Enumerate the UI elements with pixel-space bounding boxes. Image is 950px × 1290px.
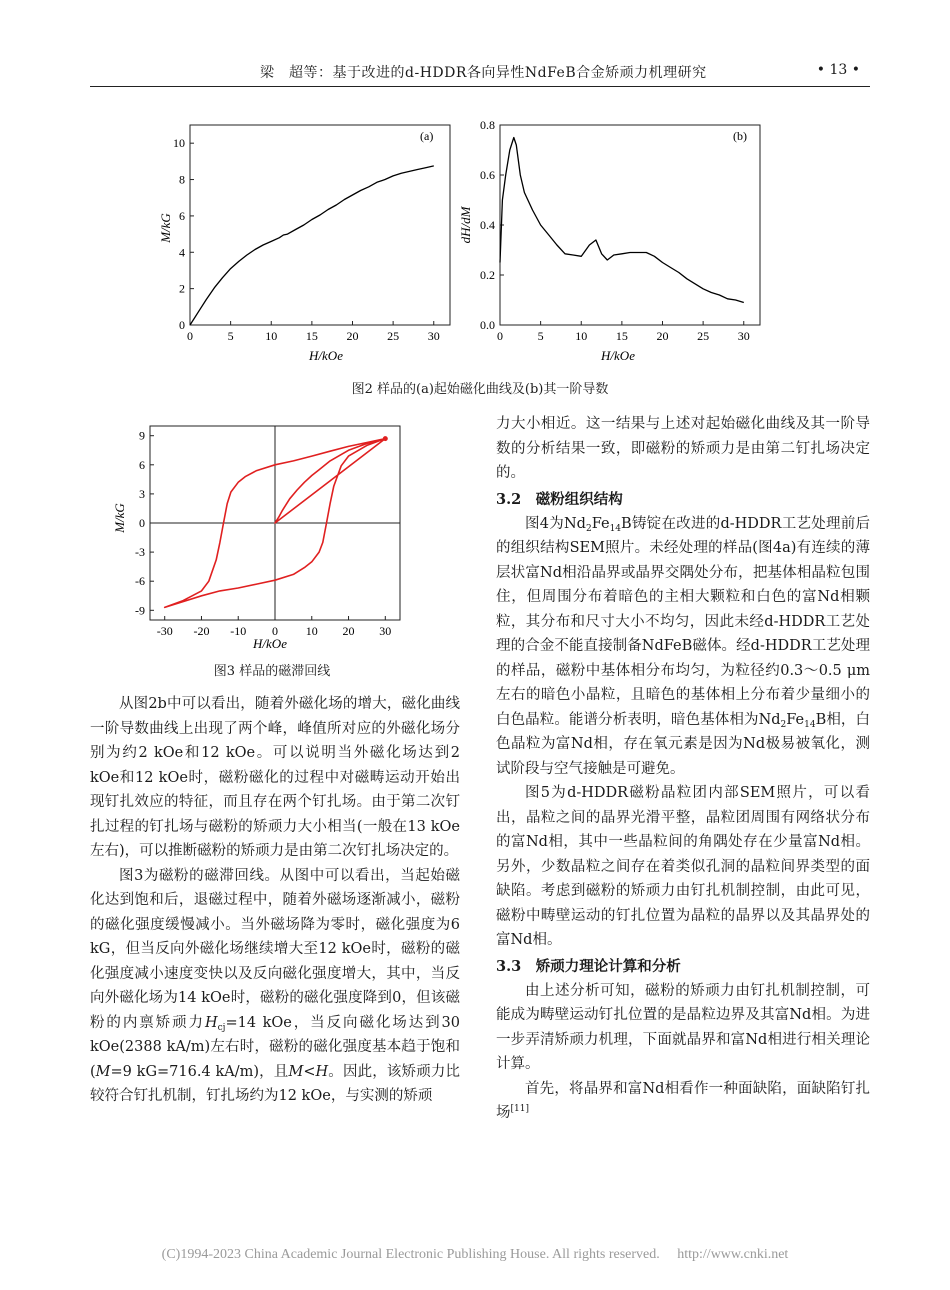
fig2b-y-tick-label: 0.4 <box>480 218 495 232</box>
paragraph-fig4: 图4为$Nd_2Fe_{14}B$铸锭在改进的d-HDDR工艺处理前后的组织结构SEM照片。未经处理的样品(图4a)有连续的薄层状富Nd相沿晶界或晶界交隅处分布，把基体相晶粒包围住，但周围分布着暗色的主相大颗粒和白色的富Nd相颗粒，其分布和尺寸大小不均匀，因此未经d-HDDR工艺处理的合金不能直接制备NdFeB磁体。经d-HDDR工艺处理的样品，磁粉中基体相分布均匀，为粒径约0.3～0.5 μm左右的暗色小晶粒，且暗色的基体相上分布着少量细小的白色晶粒。能谱分析表明，暗色基体相为$Nd_2Fe_{14}B$相，白色晶粒为富Nd相，存在氧元素是因为Nd极易被氧化，测试阶段与空气接触是可避免。 <box>496 515 871 777</box>
paragraph-fig5: 图5为d-HDDR磁粉晶粒团内部SEM照片，可以看出，晶粒之间的晶界光滑平整，晶粒团周围有网络状分布的富Nd相，其中一些晶粒间的角隅处存在少量富Nd相。另外，少数晶粒之间存在着类似孔洞的晶粒间界类型的面缺陷。考虑到磁粉的矫顽力由钉扎机制控制，由此可见，磁粉中畴壁运动的钉扎位置为晶粒的晶界以及其晶界处的富Nd相。 <box>496 785 870 948</box>
fig3-y-tick-label: 3 <box>139 486 145 501</box>
fig2b-series-line <box>500 138 744 303</box>
header-rule <box>90 86 870 87</box>
text-run: B铸锭在改进的d-HDDR工艺处理前后的组织结构SEM照片。未经处理的样品(图4a)有连续的薄层状富Nd相沿晶界或晶界交隅处分布，把基体相晶粒包围住，但周围分布着暗色的主相大颗粒和白色的富Nd相颗粒，其分布和尺寸大小不均匀，因此未经d-HDDR工艺处理的合金不能直接制备NdFeB磁体。经d-HDDR工艺处理的样品，磁粉中基体相分布均匀，为粒径约0.3～0.5 μm左右的暗色小晶粒，且暗色的基体相上分布着少量细小的白色晶粒。能谱分析表明，暗色基体相为Nd <box>496 515 870 728</box>
fig2b-y-tick-label: 0.8 <box>480 118 495 132</box>
fig3-x-tick-label: 0 <box>272 624 278 638</box>
fig2b-x-tick-label: 25 <box>697 329 710 343</box>
copyright-footer: (C)1994-2023 China Academic Journal Electronic Publishing House. All rights reserved. http://www.cnki.net <box>161 1247 789 1262</box>
figure-2a-ylabel: M/kG <box>158 213 173 243</box>
running-header <box>90 62 870 86</box>
fig3-y-tick-label: 9 <box>139 428 145 443</box>
text-run: =9 kG=716.4 kA/m)，且 <box>110 1063 289 1080</box>
fig2b-y-tick-label: 0.2 <box>480 268 495 282</box>
running-title: 梁 超等：基于改进的d-HDDR各向异性NdFeB合金矫顽力机理研究 <box>260 65 707 81</box>
figure-2b-ylabel: dH/dM <box>458 206 473 244</box>
fig3-series-marker <box>383 436 388 441</box>
fig3-y-tick-label: -3 <box>135 545 145 560</box>
text-run: =14 kOe，当反向磁化场达到30 kOe(2388 kA/m)左右时，磁粉的磁化强度基本趋于饱和( <box>90 1014 460 1080</box>
fig3-x-tick-label: -20 <box>193 624 210 638</box>
fig3-x-tick-label: 20 <box>342 624 355 638</box>
figure-2a-chart <box>140 110 460 370</box>
fig2b-x-tick-label: 0 <box>497 329 503 343</box>
fig2a-x-tick-label: 10 <box>265 329 278 343</box>
figure-2b-xlabel: H/kOe <box>601 348 635 363</box>
figure-2a-plot-area <box>173 125 450 343</box>
figure-2a-xlabel: H/kOe <box>309 348 343 363</box>
fig2a-y-tick-label: 10 <box>173 136 185 151</box>
fig2a-x-tick-label: 30 <box>427 329 440 343</box>
paragraph-fig2b-analysis: 从图2b中可以看出，随着外磁化场的增大，磁化曲线一阶导数曲线上出现了两个峰，峰值所对应的外磁化场分别为约2 kOe和12 kOe。可以说明当外磁化场达到2 kOe和12 kOe时，磁粉磁化的过程中对磁畴运动开始出现钉扎效应的特征，而且存在两个钉扎场。由于第二次钉扎过程的钉扎场与磁粉的矫顽力大小相当(一般在13 kOe左右)，可以推断磁粉的矫顽力是由第二次钉扎场决定的。 <box>90 696 460 859</box>
fig2b-y-tick-label: 0.6 <box>480 168 495 182</box>
figure-3-ylabel: M/kG <box>112 503 127 533</box>
right-column <box>496 412 870 1126</box>
fig2b-x-tick-label: 15 <box>615 329 628 343</box>
fig2a-frame <box>190 125 450 325</box>
figure-3-caption: 图3 样品的磁滞回线 <box>213 664 331 679</box>
fig3-y-tick-label: 0 <box>139 516 145 530</box>
fig2a-y-tick-label: 2 <box>179 281 185 296</box>
left-column <box>90 692 460 1109</box>
fig2a-x-tick-label: 25 <box>387 329 400 343</box>
text-run: B相，白色晶粒为富Nd相，存在氧元素是因为Nd极易被氧化，测试阶段与空气接触是可避免。 <box>496 711 871 777</box>
fig2b-y-tick-label: 0.0 <box>480 318 495 332</box>
fig2b-x-tick-label: 30 <box>737 329 750 343</box>
fig2a-x-tick-label: 15 <box>305 329 318 343</box>
fig2a-y-tick-label: 0 <box>179 318 185 332</box>
paragraph-theory: 由上述分析可知，磁粉的矫顽力由钉扎机制控制，可能成为畴壁运动钉扎位置的是晶粒边界及其富Nd相。为进一步弄清矫顽力机理，下面就晶界和富Nd相进行相关理论计算。 <box>496 982 870 1072</box>
text-run: 。因此，该矫顽力比较符合钉扎机制，钉扎场约为12 kOe，与实测的矫顽 <box>90 1063 461 1104</box>
fig2b-x-tick-label: 10 <box>575 329 588 343</box>
fig2a-y-tick-label: 8 <box>179 172 185 187</box>
fig2a-y-tick-label: 6 <box>179 208 185 223</box>
fig2a-y-tick-label: 4 <box>179 245 185 260</box>
paragraph-continued: 力大小相近。这一结果与上述对起始磁化曲线及其一阶导数的分析结果一致，即磁粉的矫顽力是由第二钉扎场决定的。 <box>496 416 870 481</box>
fig3-x-tick-label: 10 <box>305 624 318 638</box>
figure-2a-tag: (a) <box>420 129 434 143</box>
fig2b-x-tick-label: 5 <box>537 329 544 343</box>
text-run: 图3为磁粉的磁滞回线。从图中可以看出，当起始磁化达到饱和后，退磁过程中，随着外磁场逐渐减小，磁粉的磁化强度缓慢减小。当外磁场降为零时，磁化强度为6 kG，但当反向外磁化场继续增大至12 kOe时，磁粉的磁化强度减小速度变快以及反向磁化强度增大，其中，当反向外磁化场为14 kOe时，磁粉的磁化强度降到0，但该磁粉的内禀矫顽力 <box>90 867 460 1031</box>
figure-2-caption: 图2 样品的(a)起始磁化曲线及(b)其一阶导数 <box>351 382 609 397</box>
fig3-x-tick-label: -10 <box>230 624 247 638</box>
fig3-y-tick-label: 6 <box>139 457 145 472</box>
figure-3-chart <box>110 418 410 658</box>
section-heading-3-3: 3.3 矫顽力理论计算和分析 <box>496 957 681 975</box>
section-heading-3-2: 3.2 磁粉组织结构 <box>496 490 623 508</box>
fig2a-series-line <box>190 166 434 325</box>
citation: [11] <box>510 1104 529 1115</box>
paragraph-fig3-analysis: 图3为磁粉的磁滞回线。从图中可以看出，当起始磁化达到饱和后，退磁过程中，随着外磁场逐渐减小，磁粉的磁化强度缓慢减小。当外磁场降为零时，磁化强度为6 kG，但当反向外磁化场继续增大至12 kOe时，磁粉的磁化强度减小速度变快以及反向磁化强度增大，其中，当反向外磁化场为14 kOe时，磁粉的磁化强度降到0，但该磁粉的内禀矫顽力$H_{cj}=14$ kOe，当反向磁化场达到30 kOe(2388 kA/m)左右时，磁粉的磁化强度基本趋于饱和(M=9 kG=716.4 kA/m)，且M<H。因此，该矫顽力比较符合钉扎机制，钉扎场约为12 kOe，与实测的矫顽 <box>90 867 461 1104</box>
figure-2b-chart <box>450 110 770 370</box>
text-run: 图4为Nd <box>525 515 586 532</box>
fig2b-x-tick-label: 20 <box>656 329 669 343</box>
fig2b-frame <box>500 125 760 325</box>
fig3-y-tick-label: -9 <box>135 603 145 618</box>
fig3-x-tick-label: 30 <box>379 624 392 638</box>
fig2a-x-tick-label: 20 <box>346 329 359 343</box>
figure-3-xlabel: H/kOe <box>253 636 287 651</box>
figure-3-plot-area <box>135 426 400 638</box>
page-number: • 13 • <box>816 62 860 78</box>
text-run: 首先，将晶界和富Nd相看作一种面缺陷，面缺陷钉扎场 <box>496 1080 870 1121</box>
figure-2b-plot-area <box>480 118 760 343</box>
fig2a-x-tick-label: 0 <box>187 329 193 343</box>
fig2a-x-tick-label: 5 <box>227 329 234 343</box>
paragraph-pinning <box>496 1077 870 1126</box>
fig3-y-tick-label: -6 <box>135 574 145 589</box>
fig3-x-tick-label: -30 <box>156 624 173 638</box>
figure-2b-tag: (b) <box>733 129 747 143</box>
